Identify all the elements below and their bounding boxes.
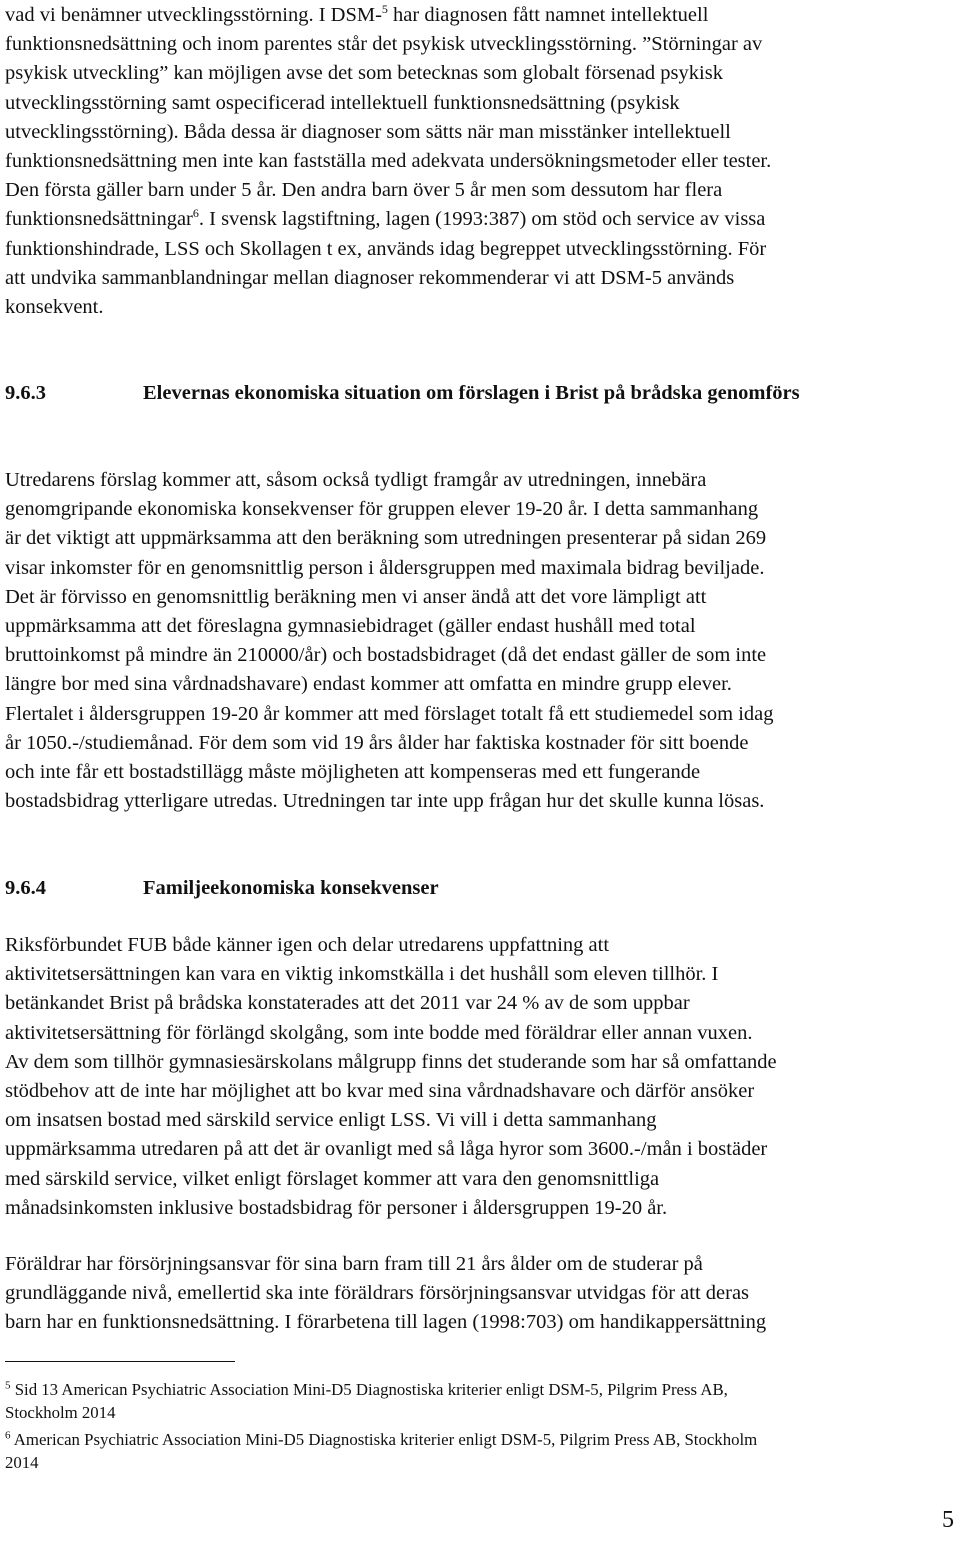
- footnote-text: Sid 13 American Psychiatric Association Mini-D5 Diagnostiska kriterier enligt DSM-5, Pilgrim Press AB, Stockholm 2014: [5, 1380, 728, 1422]
- intro-paragraph: [5, 1, 957, 322]
- footnote-reference-6[interactable]: 6: [192, 206, 199, 221]
- section-number: 9.6.3: [5, 382, 46, 404]
- intro-text-1: vad vi benämner utvecklingsstörning. I DSM-: [5, 4, 382, 26]
- section-number: 9.6.4: [5, 877, 46, 899]
- intro-text-2: har diagnosen fått namnet intellektuell funktionsnedsättning och inom parentes står det psykisk utvecklingsstörning. ”Störningar av psykisk utveckling” kan möjligen avse det som betecknas som globalt försenad psykisk utvecklingsstörning samt ospecificerad intellektuell funktionsnedsättning (psykisk utvecklingsstörning). Båda dessa är diagnoser som sätts när man misstänker intellektuell funktionsnedsättning men inte kan fastställa med adekvata undersökningsmetoder eller tester. Den första gäller barn under 5 år. Den andra barn över 5 år men som dessutom har flera funktionsnedsättningar: [5, 4, 772, 231]
- footnote-5: [5, 1378, 957, 1424]
- section-9-6-3-paragraph: Utredarens förslag kommer att, såsom också tydligt framgår av utredningen, innebära genomgripande ekonomiska konsekvenser för gruppen elever 19-20 år. I detta sammanhang är det viktigt att uppmärksamma att den beräkning som utredningen presenterar på sidan 269 visar inkomster för en genomsnittlig person i åldersgruppen med maximala bidrag beviljade. Det är förvisso en genomsnittlig beräkning men vi anser ändå att det vore lämpligt att uppmärksamma att det föreslagna gymnasiebidraget (gäller endast hushåll med total bruttoinkomst på mindre än 210000/år) och bostadsbidraget (då det endast gäller de som inte längre bor med sina vårdnadshavare) endast kommer att omfatta en mindre grupp elever. Flertalet i åldersgruppen 19-20 år kommer att med förslaget totalt få ett studiemedel som idag år 1050.-/studiemånad. För dem som vid 19 års ålder har faktiska kostnader för sitt boende och inte får ett bostadstillägg måste möjligheten att kompenseras med ett fungerande bostadsbidrag ytterligare utredas. Utredningen tar inte upp frågan hur det skulle kunna lösas.: [5, 469, 774, 813]
- intro-text-3: . I svensk lagstiftning, lagen (1993:387) om stöd och service av vissa funktionshindrade, LSS och Skollagen t ex, används idag begreppet utvecklingsstörning. För att undvika sammanblandningar mellan diagnoser rekommenderar vi att DSM-5 används konsekvent.: [5, 208, 767, 319]
- footnote-reference-5[interactable]: 5: [381, 2, 388, 17]
- section-9-6-4-paragraph-2: Föräldrar har försörjningsansvar för sina barn fram till 21 års ålder om de studerar på grundläggande nivå, emellertid ska inte föräldrars försörjningsansvar utvidgas för att deras barn har en funktionsnedsättning. I förarbetena till lagen (1998:703) om handikappersättning: [5, 1253, 767, 1334]
- page-number: 5: [942, 1507, 954, 1533]
- section-9-6-4-paragraph-1: Riksförbundet FUB både känner igen och delar utredarens uppfattning att aktivitetsersättningen kan vara en viktig inkomstkälla i det hushåll som eleven tillhör. I betänkandet Brist på brådska konstaterades att det 2011 var 24 % av de som uppbar aktivitetsersättning för förlängd skolgång, som inte bodde med föräldrar eller annan vuxen. Av dem som tillhör gymnasiesärskolans målgrupp finns det studerande som har så omfattande stödbehov att de inte har möjlighet att bo kvar med sina vårdnadshavare och därför ansöker om insatsen bostad med särskild service enligt LSS. Vi vill i detta sammanhang uppmärksamma utredaren på att det är ovanligt med så låga hyror som 3600.-/mån i bostäder med särskild service, vilket enligt förslaget kommer att vara den genomsnittliga månadsinkomsten inklusive bostadsbidrag för personer i åldersgruppen 19-20 år.: [5, 934, 777, 1219]
- section-title: Familjeekonomiska konsekvenser: [143, 877, 439, 899]
- footnote-6: [5, 1428, 957, 1474]
- footnote-divider: [5, 1361, 235, 1362]
- footnote-marker: 5: [5, 1379, 11, 1392]
- footnote-marker: 6: [5, 1429, 11, 1442]
- footnote-text: American Psychiatric Association Mini-D5 Diagnostiska kriterier enligt DSM-5, Pilgrim Press AB, Stockholm 2014: [5, 1430, 758, 1472]
- section-heading-9-6-4: [5, 873, 957, 903]
- section-title: Elevernas ekonomiska situation om förslagen i Brist på brådska genomförs: [143, 382, 800, 404]
- section-heading-9-6-3: [5, 378, 957, 408]
